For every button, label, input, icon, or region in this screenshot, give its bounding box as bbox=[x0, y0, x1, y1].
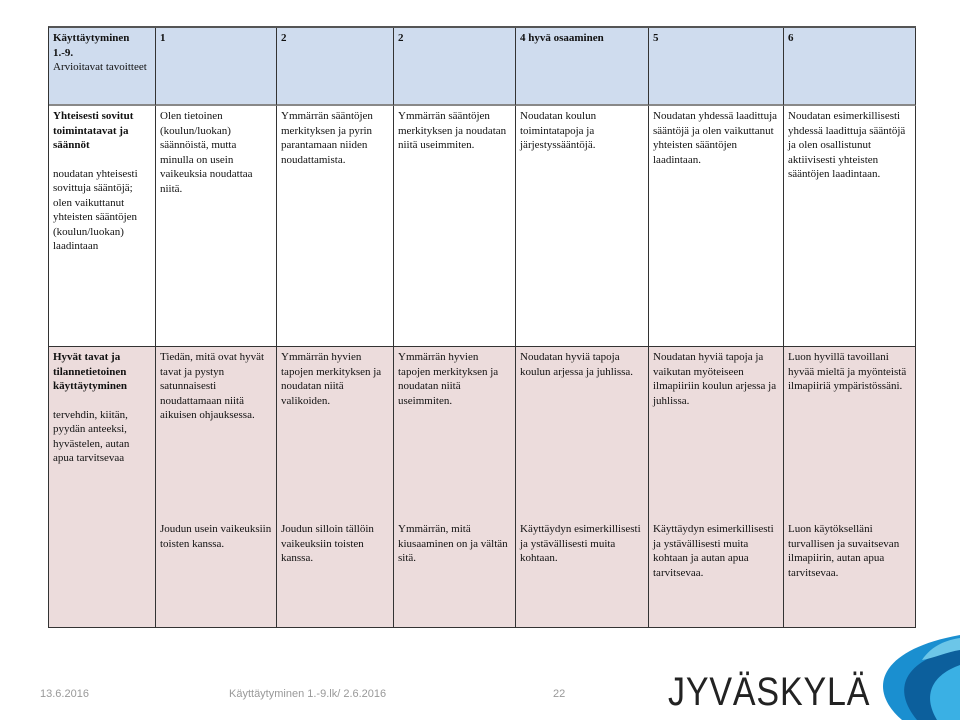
table-cell bbox=[394, 347, 516, 628]
table-cell: Ymmärrän sääntöjen merkityksen ja noudatan niitä useimmiten. bbox=[394, 106, 516, 347]
table-cell: Noudatan yhdessä laadittuja sääntöjä ja olen vaikuttanut yhteisten sääntöjen laadintaan. bbox=[649, 106, 784, 347]
cell-text: Ymmärrän hyvien tapojen merkityksen ja noudatan niitä useimmiten. bbox=[398, 351, 499, 407]
table-cell bbox=[649, 347, 784, 628]
table-cell: Noudatan esimerkillisesti yhdessä laadittuja sääntöjä ja olen osallistunut aktiivisesti yhteisten sääntöjen laadintaan. bbox=[784, 106, 916, 347]
table-cell: Noudatan koulun toimintatapoja ja järjestyssääntöjä. bbox=[516, 106, 649, 347]
cell-text-secondary: Käyttäydyn esimerkillisesti ja ystävällisesti muita kohtaan. bbox=[520, 523, 641, 564]
cell-text-secondary: Ymmärrän, mitä kiusaaminen on ja vältän sitä. bbox=[398, 523, 508, 564]
table-cell: Olen tietoinen (koulun/luokan) säännöistä, mutta minulla on usein vaikeuksia noudattaa niitä. bbox=[156, 106, 277, 347]
row-title: Hyvät tavat ja tilannetietoinen käyttäytyminen bbox=[53, 351, 127, 392]
table-cell bbox=[516, 347, 649, 628]
row-category-cell bbox=[49, 347, 156, 628]
cell-text-secondary: Joudun silloin tällöin vaikeuksiin toisten kanssa. bbox=[281, 523, 374, 564]
footer-page-number: 22 bbox=[553, 688, 566, 700]
header-title: Käyttäytyminen 1.-9. bbox=[53, 32, 130, 59]
header-cell-grade: 4 hyvä osaaminen bbox=[516, 28, 649, 106]
header-cell-grade: 1 bbox=[156, 28, 277, 106]
header-cell-grade: 2 bbox=[394, 28, 516, 106]
cell-text: Noudatan hyviä tapoja ja vaikutan myöteiseen ilmapiiriin koulun arjessa ja juhlissa. bbox=[653, 351, 777, 407]
criteria-table bbox=[48, 26, 916, 628]
header-subtitle: Arvioitavat tavoitteet bbox=[53, 61, 147, 73]
header-cell-category bbox=[49, 28, 156, 106]
footer-title: Käyttäytyminen 1.-9.lk/ 2.6.2016 bbox=[229, 688, 387, 700]
table-row bbox=[49, 106, 916, 347]
row-description: noudatan yhteisesti sovittuja sääntöjä; olen vaikuttanut yhteisten sääntöjen (koulun/luokan) laadintaan bbox=[53, 167, 138, 252]
cell-text: Ymmärrän hyvien tapojen merkityksen ja noudatan niitä valikoiden. bbox=[281, 351, 382, 407]
table-header-row bbox=[49, 28, 916, 106]
logo-wave-icon bbox=[862, 630, 960, 720]
header-cell-grade: 6 bbox=[784, 28, 916, 106]
footer-date: 13.6.2016 bbox=[40, 688, 89, 700]
cell-text-secondary: Käyttäydyn esimerkillisesti ja ystävällisesti muita kohtaan ja autan apua tarvitsevaa. bbox=[653, 523, 774, 579]
table-row bbox=[49, 347, 916, 628]
row-title: Yhteisesti sovitut toimintatavat ja säännöt bbox=[53, 110, 134, 151]
table-cell bbox=[784, 347, 916, 628]
header-cell-grade: 5 bbox=[649, 28, 784, 106]
table-cell: Ymmärrän sääntöjen merkityksen ja pyrin parantamaan niiden noudattamista. bbox=[277, 106, 394, 347]
cell-text: Noudatan hyviä tapoja koulun arjessa ja juhlissa. bbox=[520, 351, 634, 378]
row-category-cell bbox=[49, 106, 156, 347]
cell-text: Tiedän, mitä ovat hyvät tavat ja pystyn satunnaisesti noudattamaan niitä aikuisen ohjauksessa. bbox=[160, 351, 265, 421]
cell-text-secondary: Luon käytökselläni turvallisen ja suvaitsevan ilmapiirin, autan apua tarvitsevaa. bbox=[788, 523, 900, 579]
table-cell bbox=[156, 347, 277, 628]
row-description: tervehdin, kiitän, pyydän anteeksi, hyvästelen, autan apua tarvitsevaa bbox=[53, 408, 130, 464]
cell-text: Luon hyvillä tavoillani hyvää mieltä ja myönteistä ilmapiiriä ympäristössäni. bbox=[788, 351, 907, 392]
logo-text: JYVÄSKYLÄ bbox=[668, 670, 871, 714]
table-cell bbox=[277, 347, 394, 628]
cell-text-secondary: Joudun usein vaikeuksiin toisten kanssa. bbox=[160, 523, 272, 550]
header-cell-grade: 2 bbox=[277, 28, 394, 106]
